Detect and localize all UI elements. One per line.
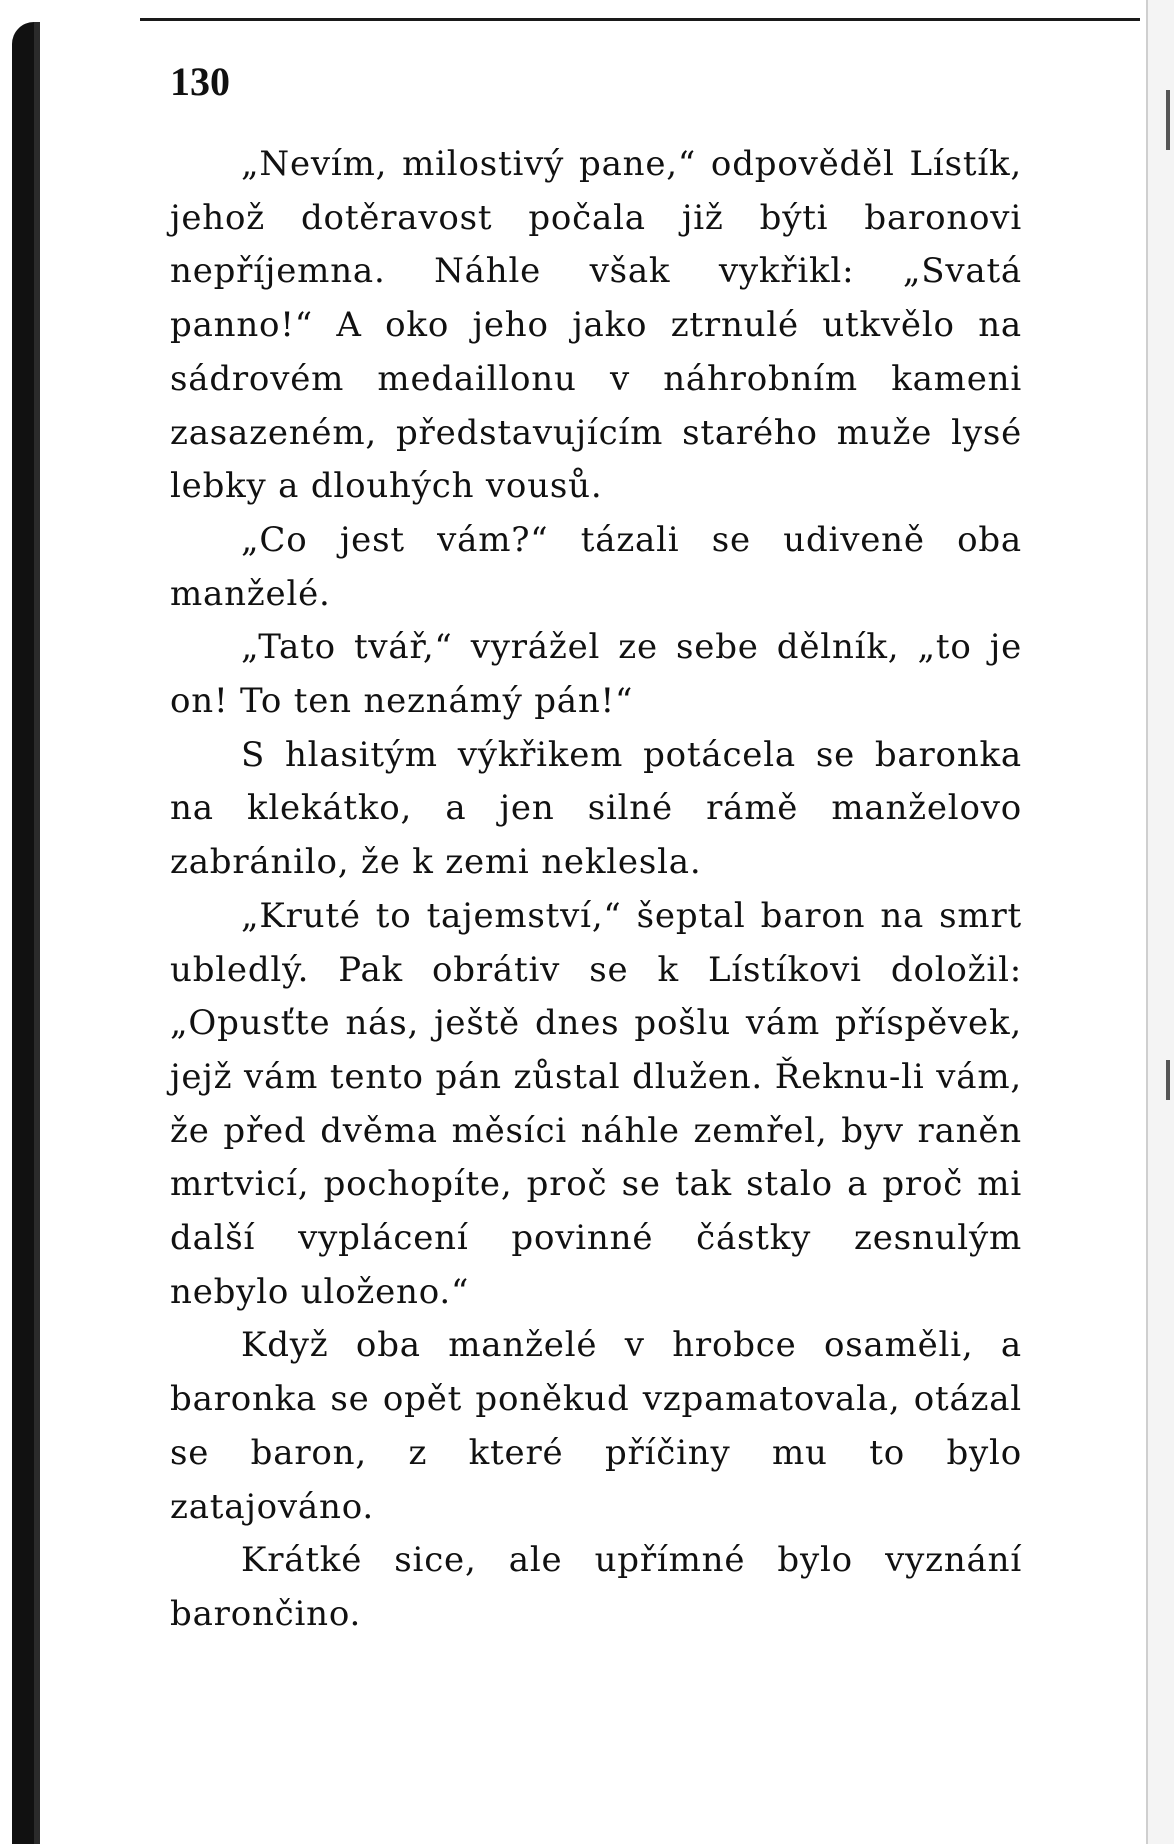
paragraph: „Kruté to tajemství,“ šeptal baron na smrt ubledlý. Pak obrátiv se k Lístíkovi doložil: „Opusťte nás, ještě dnes pošlu vám příspěvek, jejž vám tento pán zůstal dlužen. Řeknu-li vám, že před dvěma měsíci náhle zemřel, byv raněn mrtvicí, pochopíte, proč se tak stalo a proč mi další vyplácení povinné částky zesnulým nebylo uloženo.“: [170, 895, 1022, 1312]
paragraph: „Tato tvář,“ vyrážel ze sebe dělník, „to je on! To ten neznámý pán!“: [170, 627, 1022, 722]
page-left-edge-shadow: [12, 22, 34, 1844]
paragraph: „Co jest vám?“ tázali se udiveně oba manželé.: [170, 519, 1022, 614]
paragraph: S hlasitým výkřikem potácela se baronka na klekátko, a jen silné rámě manželovo zabránilo, že k zemi neklesla.: [170, 734, 1022, 883]
paragraph: „Nevím, milostivý pane,“ odpověděl Lístík, jehož dotěravost počala již býti baronovi nepříjemna. Náhle však vykřikl: „Svatá panno!“ A oko jeho jako ztrnulé utkvělo na sádrovém medaillonu v náhrobním kameni zasazeném, představujícím starého muže lysé lebky a dlouhých vousů.: [170, 144, 1022, 507]
body-text: [170, 138, 1022, 1642]
right-edge-mark: [1166, 1060, 1170, 1100]
paragraph: Krátké sice, ale upřímné bylo vyznání barončino.: [170, 1540, 1022, 1634]
page-number: 130: [170, 59, 230, 104]
page-right-edge: [1146, 0, 1174, 1844]
page-top-edge: [140, 18, 1140, 21]
right-edge-mark: [1166, 90, 1170, 150]
page-left-edge-line: [34, 22, 40, 1844]
paragraph: Když oba manželé v hrobce osaměli, a baronka se opět poněkud vzpamatovala, otázal se baron, z které příčiny mu to bylo zatajováno.: [170, 1325, 1022, 1527]
